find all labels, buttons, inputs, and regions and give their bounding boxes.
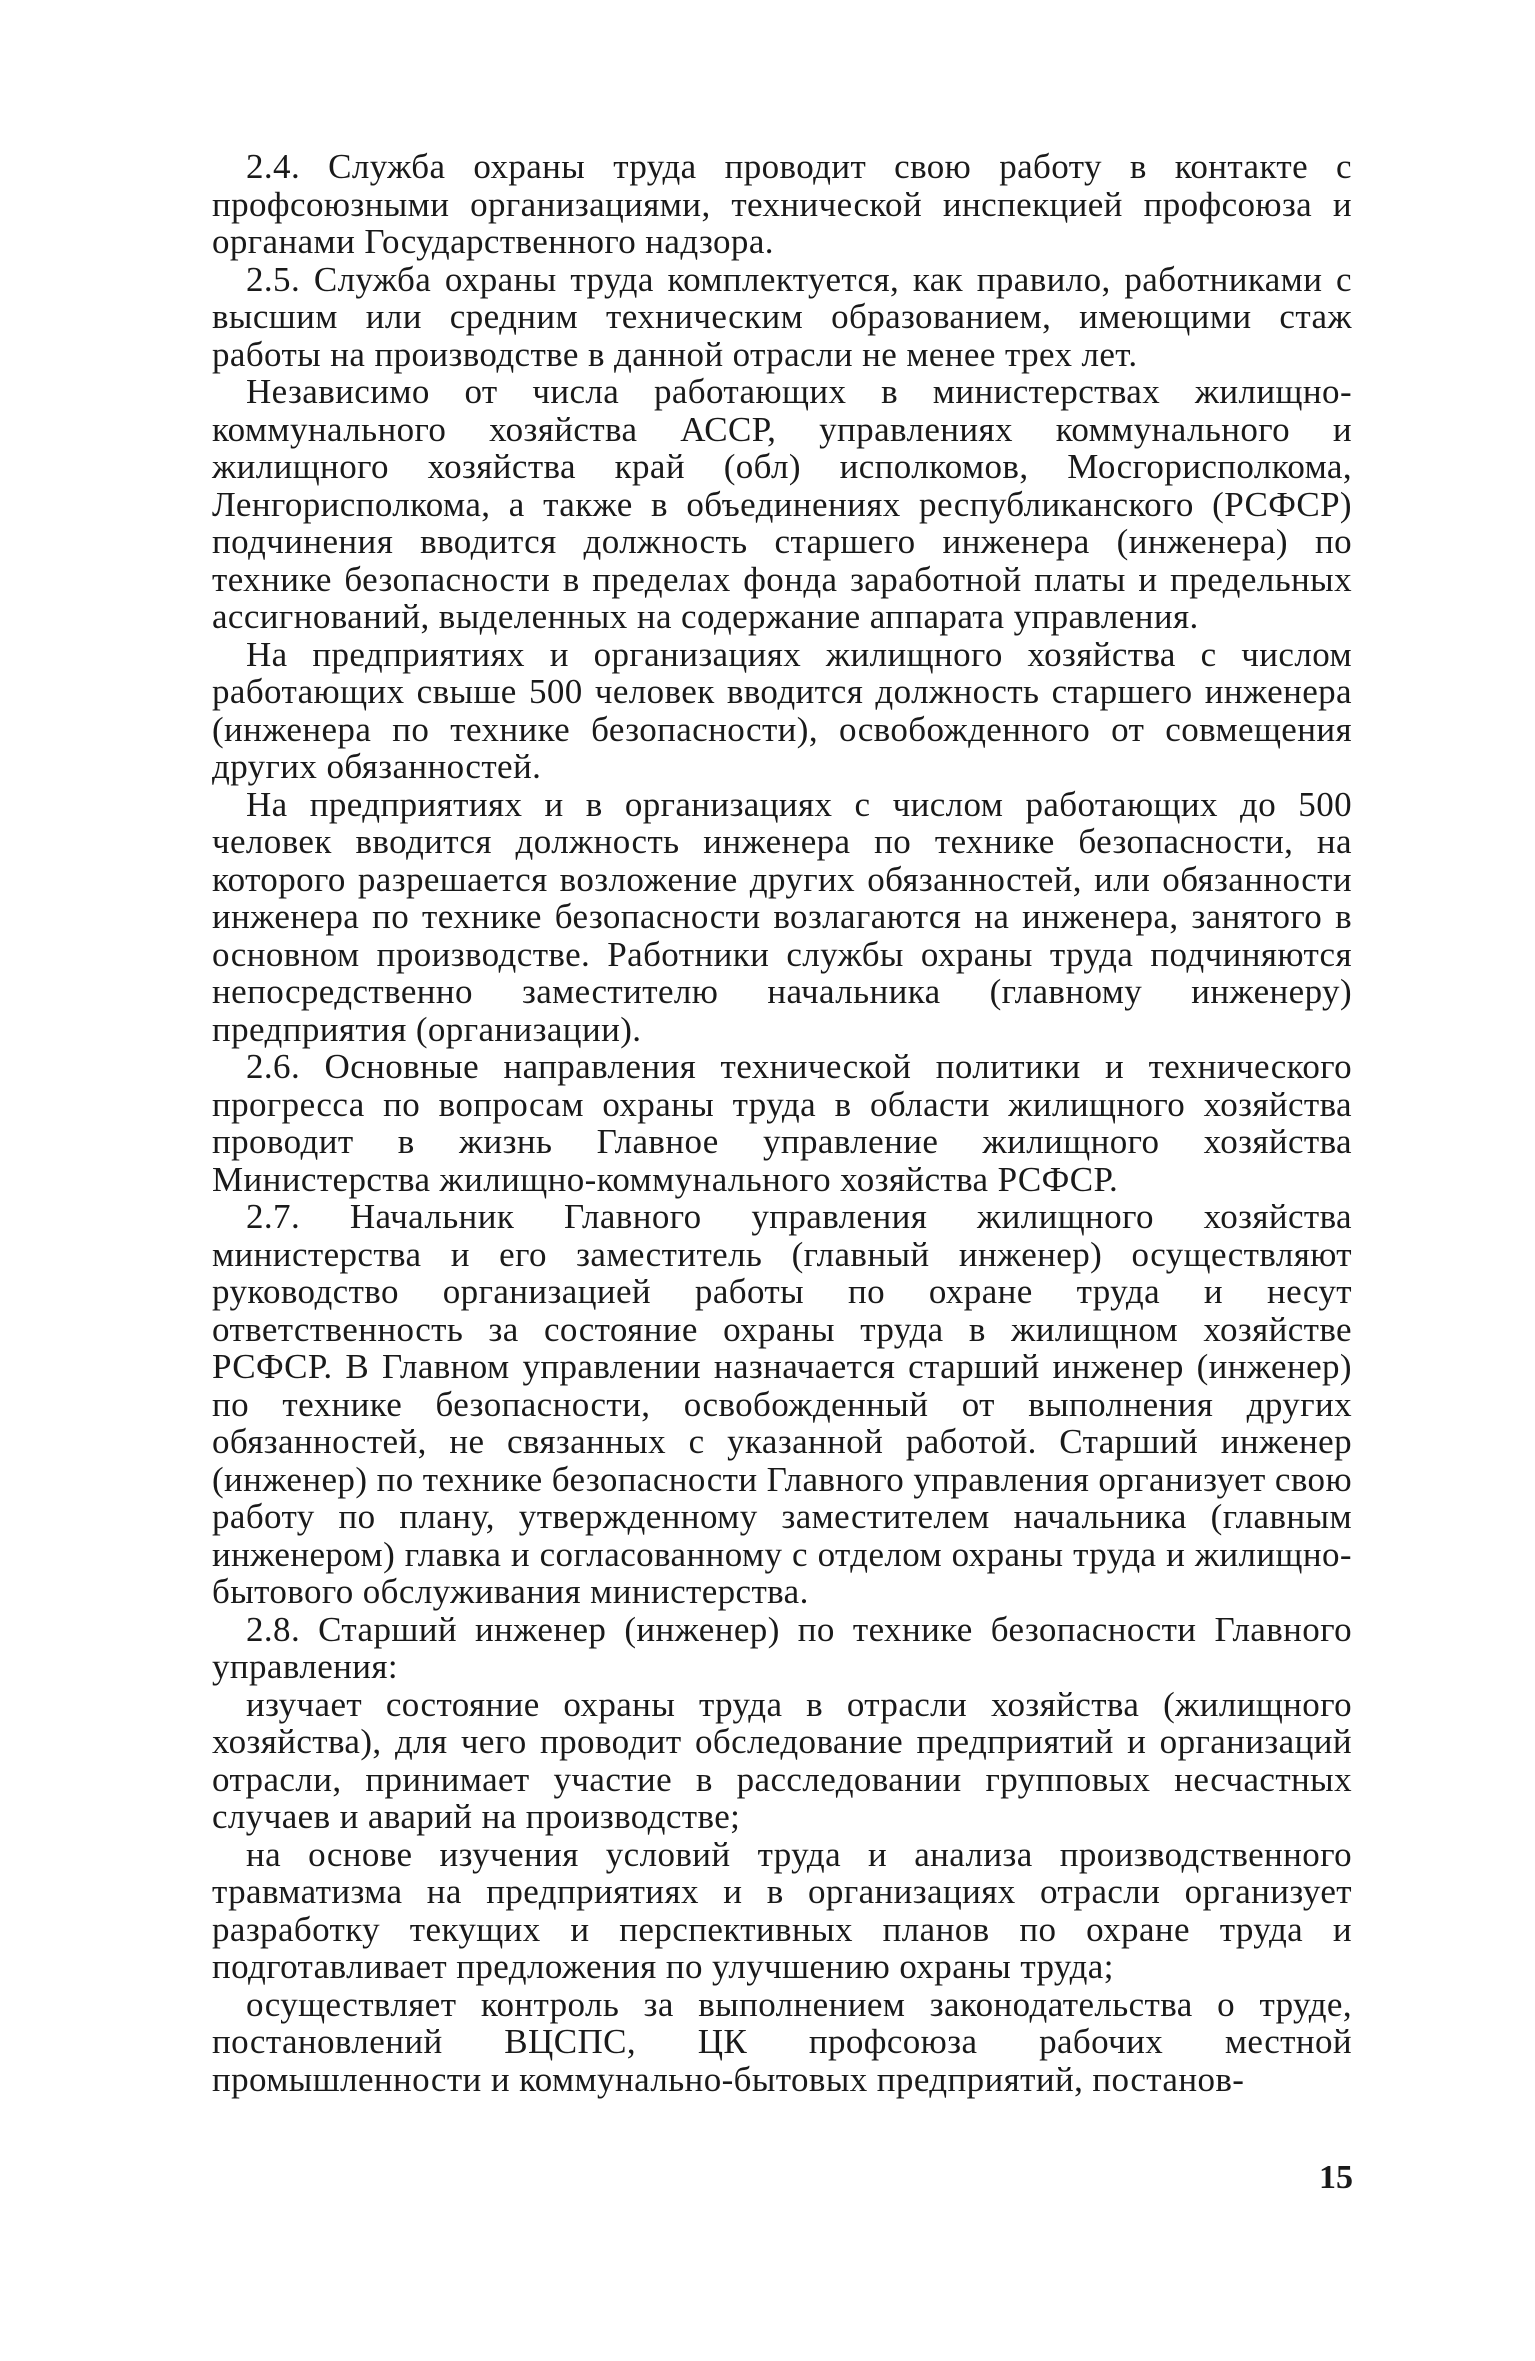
- paragraph-over-500-workers: На предприятиях и организациях жилищного хозяйства с числом работающих свыше 500 человек вводится должность старшего инженера (инженера по технике безопасности), освобожденного от совмещения других обязанностей.: [212, 634, 1352, 786]
- paragraph-2-8: 2.8. Старший инженер (инженер) по технике безопасности Главного управления:: [212, 1609, 1352, 1686]
- paragraph-2-5: 2.5. Служба охраны труда комплектуется, как правило, работниками с высшим или средним техническим образованием, имеющими стаж работы на производстве в данной отрасли не менее трех лет.: [212, 259, 1352, 374]
- page-number: 15: [1319, 2159, 1353, 2196]
- body-text: [212, 148, 1352, 2098]
- paragraph-2-4: 2.4. Служба охраны труда проводит свою работу в контакте с профсоюзными организациями, технической инспекцией профсоюза и органами Государственного надзора.: [212, 147, 1352, 261]
- paragraph-duty-study: изучает состояние охраны труда в отрасли хозяйства (жилищного хозяйства), для чего проводит обследование предприятий и организаций отрасли, принимает участие в расследовании групповых несчастных случаев и аварий на производстве;: [212, 1684, 1352, 1836]
- paragraph-duty-control: осуществляет контроль за выполнением законодательства о труде, постановлений ВЦСПС, ЦК профсоюза рабочих местной промышленности и коммунально-бытовых предприятий, постанов-: [212, 1984, 1352, 2099]
- paragraph-up-to-500-workers: На предприятиях и в организациях с числом работающих до 500 человек вводится должность инженера по технике безопасности, на которого разрешается возложение других обязанностей, или обязанности инженера по технике безопасности возлагаются на инженера, занятого в основном производстве. Работники службы охраны труда подчиняются непосредственно заместителю начальника (главному инженеру) предприятия (организации).: [212, 784, 1352, 1049]
- paragraph-2-6: 2.6. Основные направления технической политики и технического прогресса по вопросам охраны труда в области жилищного хозяйства проводит в жизнь Главное управление жилищного хозяйства Министерства жилищно-коммунального хозяйства РСФСР.: [212, 1047, 1352, 1199]
- paragraph-duty-plans: на основе изучения условий труда и анализа производственного травматизма на предприятиях и в организациях отрасли организует разработку текущих и перспективных планов по охране труда и подготавливает предложения по улучшению охраны труда;: [212, 1834, 1352, 1986]
- paragraph-independent-of-workers: Независимо от числа работающих в министерствах жилищно-коммунального хозяйства АССР, управлениях коммунального и жилищного хозяйства край (обл) исполкомов, Мосгорисполкома, Ленгорисполкома, а также в объединениях республиканского (РСФСР) подчинения вводится должность старшего инженера (инженера) по технике безопасности в пределах фонда заработной платы и предельных ассигнований, выделенных на содержание аппарата управления.: [212, 372, 1352, 636]
- paragraph-2-7: 2.7. Начальник Главного управления жилищного хозяйства министерства и его заместитель (главный инженер) осуществляют руководство организацией работы по охране труда и несут ответственность за состояние охраны труда в жилищном хозяйстве РСФСР. В Главном управлении назначается старший инженер (инженер) по технике безопасности, освобожденный от выполнения других обязанностей, не связанных с указанной работой. Старший инженер (инженер) по технике безопасности Главного управления организует свою работу по плану, утвержденному заместителем начальника (главным инженером) главка и согласованному с отделом охраны труда и жилищно-бытового обслуживания министерства.: [212, 1197, 1352, 1611]
